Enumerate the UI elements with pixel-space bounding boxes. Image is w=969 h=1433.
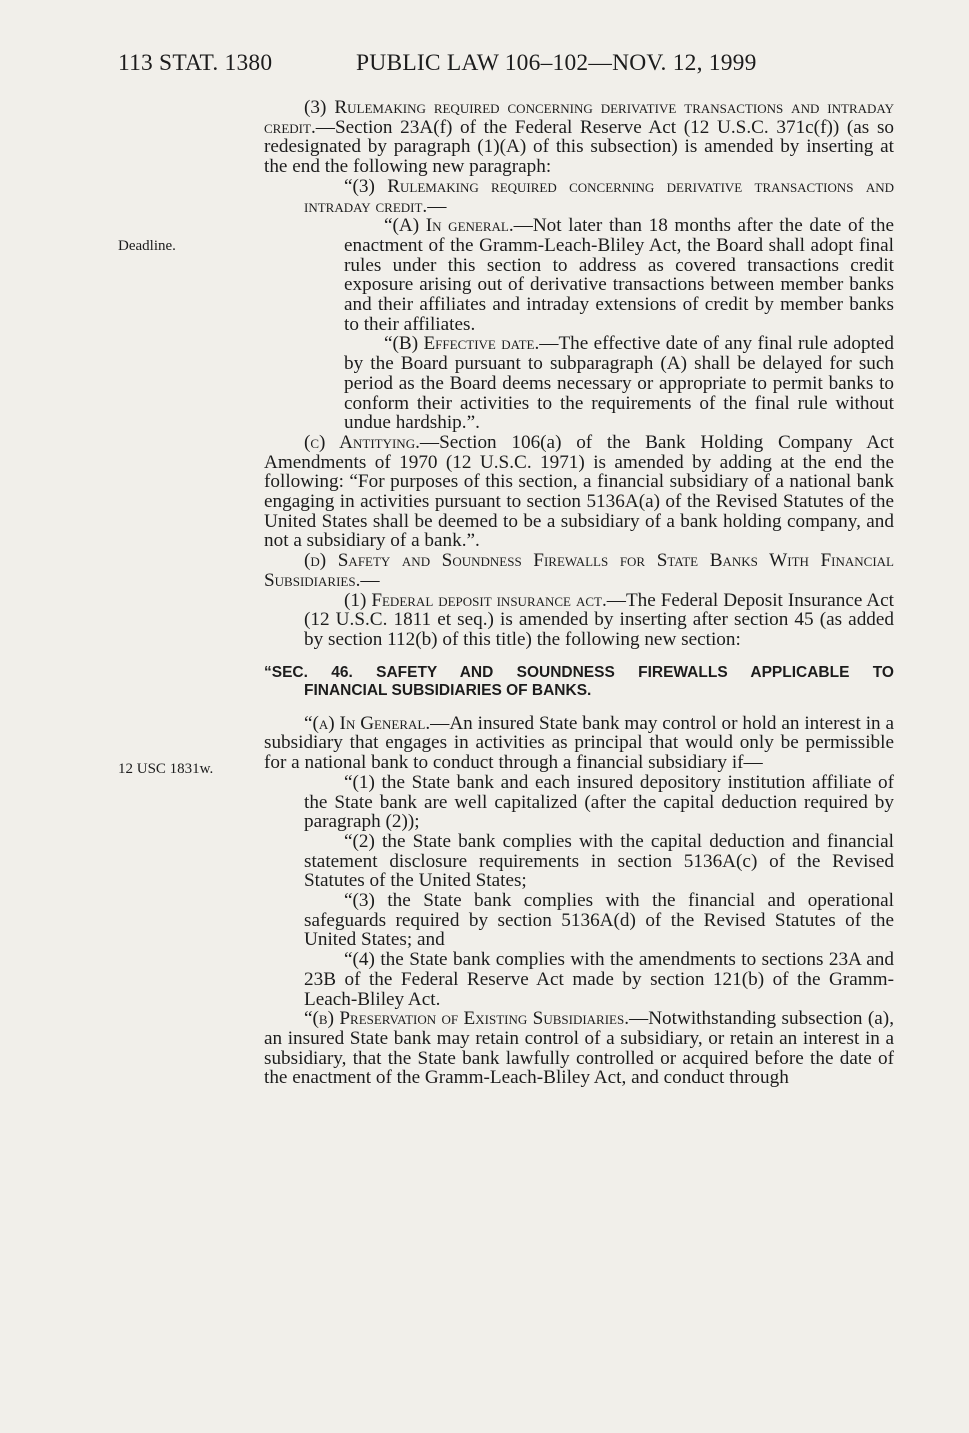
section-46-heading (264, 664, 894, 700)
paragraph-a3: “(3) the State bank complies with the financial and operational safeguards required by section 5136A(d) of the Revised Statutes of the United States; and (304, 890, 894, 951)
margin-note-usc: 12 USC 1831w. (118, 761, 214, 777)
section-46-heading-line-1: “SEC. 46. SAFETY AND SOUNDNESS FIREWALLS APPLICABLE TO (264, 663, 894, 681)
quoted-paragraph-3 (264, 177, 894, 216)
running-header: PUBLIC LAW 106–102—NOV. 12, 1999 (356, 50, 757, 76)
quoted-subparagraph-a-heading: “(A) In general. (384, 215, 514, 237)
paragraph-a4: “(4) the State bank complies with the amendments to sections 23A and 23B of the Federal Reserve Act made by section 121(b) of the Gramm-Leach-Bliley Act. (304, 949, 894, 1010)
subsection-d (264, 551, 894, 590)
subsection-d-heading: (d) Safety and Soundness Firewalls for State Banks With Financial Subsidiaries.— (264, 550, 894, 591)
subsection-a (264, 714, 894, 773)
subsection-c-heading: (c) Antitying. (304, 431, 420, 453)
quoted-paragraph-3-heading: “(3) Rulemaking required concerning derivative transactions and intraday credit.— (304, 175, 894, 217)
subsection-c-text: —Section 106(a) of the Bank Holding Company Act Amendments of 1970 (12 U.S.C. 1971) is amended by adding at the end the following: “For purposes of this section, a financial subsidiary of a national bank engaging in activities pursuant to section 5136A(a) of the Revised Statutes of the United States shall be deemed to be a subsidiary of a bank holding company, and not a subsidiary of a bank.”. (264, 431, 894, 552)
paragraph-3 (224, 98, 894, 177)
quoted-subparagraph-a (304, 216, 894, 334)
margin-note-deadline: Deadline. (118, 238, 176, 254)
quoted-subparagraph-a-text: —Not later than 18 months after the date of the enactment of the Gramm-Leach-Bliley Act, the Board shall adopt final rules under this section to address as covered transactions credit exposure arising out of derivative transactions between member banks and their affiliates and intraday extensions of credit by member banks to their affiliates. (344, 215, 894, 335)
body-text (264, 98, 894, 1088)
subsection-a-text: —An insured State bank may control or hold an interest in a subsidiary that engages in activities as principal that would only be permissible for a national bank to conduct through a financial subsidiary if— (264, 712, 895, 774)
paragraph-d1-heading: (1) Federal deposit insurance act. (344, 589, 607, 611)
paragraph-d1 (264, 591, 894, 650)
quoted-subparagraph-b-heading: “(B) Effective date. (384, 333, 540, 355)
section-46-heading-line-2: FINANCIAL SUBSIDIARIES OF BANKS. (304, 681, 592, 699)
paragraph-d1-text: —The Federal Deposit Insurance Act (12 U.S.C. 1811 et seq.) is amended by inserting after section 45 (as added by section 112(b) of this title) the following new section: (304, 589, 895, 650)
subsection-b-heading: “(b) Preservation of Existing Subsidiaries. (304, 1008, 630, 1030)
quoted-subparagraph-b (304, 334, 894, 433)
subsection-b-text: —Notwithstanding subsection (a), an insured State bank may retain control of a subsidiary, or retain an interest in a subsidiary, that the State bank lawfully controlled or acquired before the date of the enactment of the Gramm-Leach-Bliley Act, and conduct through (264, 1008, 894, 1089)
paragraph-a2: “(2) the State bank complies with the capital deduction and financial statement disclosure requirements in section 5136A(c) of the Revised Statutes of the United States; (304, 830, 894, 892)
subsection-b (264, 1009, 894, 1088)
paragraph-3-heading: (3) Rulemaking required concerning derivative transactions and intraday credit. (264, 97, 894, 138)
subsection-a-heading: “(a) In General. (304, 712, 431, 734)
subsection-c (264, 433, 894, 551)
paragraph-a1: “(1) the State bank and each insured depository institution affiliate of the State bank are well capitalized (after the capital deduction required by paragraph (2)); (304, 771, 894, 833)
quoted-subparagraph-b-text: —The effective date of any final rule adopted by the Board pursuant to subparagraph (A) shall be delayed for such period as the Board deems necessary or appropriate to permit banks to conform their activities to the requirements of the final rule without undue hardship.”. (344, 333, 894, 434)
paragraph-3-text: —Section 23A(f) of the Federal Reserve Act (12 U.S.C. 371c(f)) (as so redesignated by paragraph (1)(A) of this subsection) is amended by inserting at the end the following new paragraph: (264, 116, 894, 178)
page-stat-number: 113 STAT. 1380 (118, 50, 273, 76)
